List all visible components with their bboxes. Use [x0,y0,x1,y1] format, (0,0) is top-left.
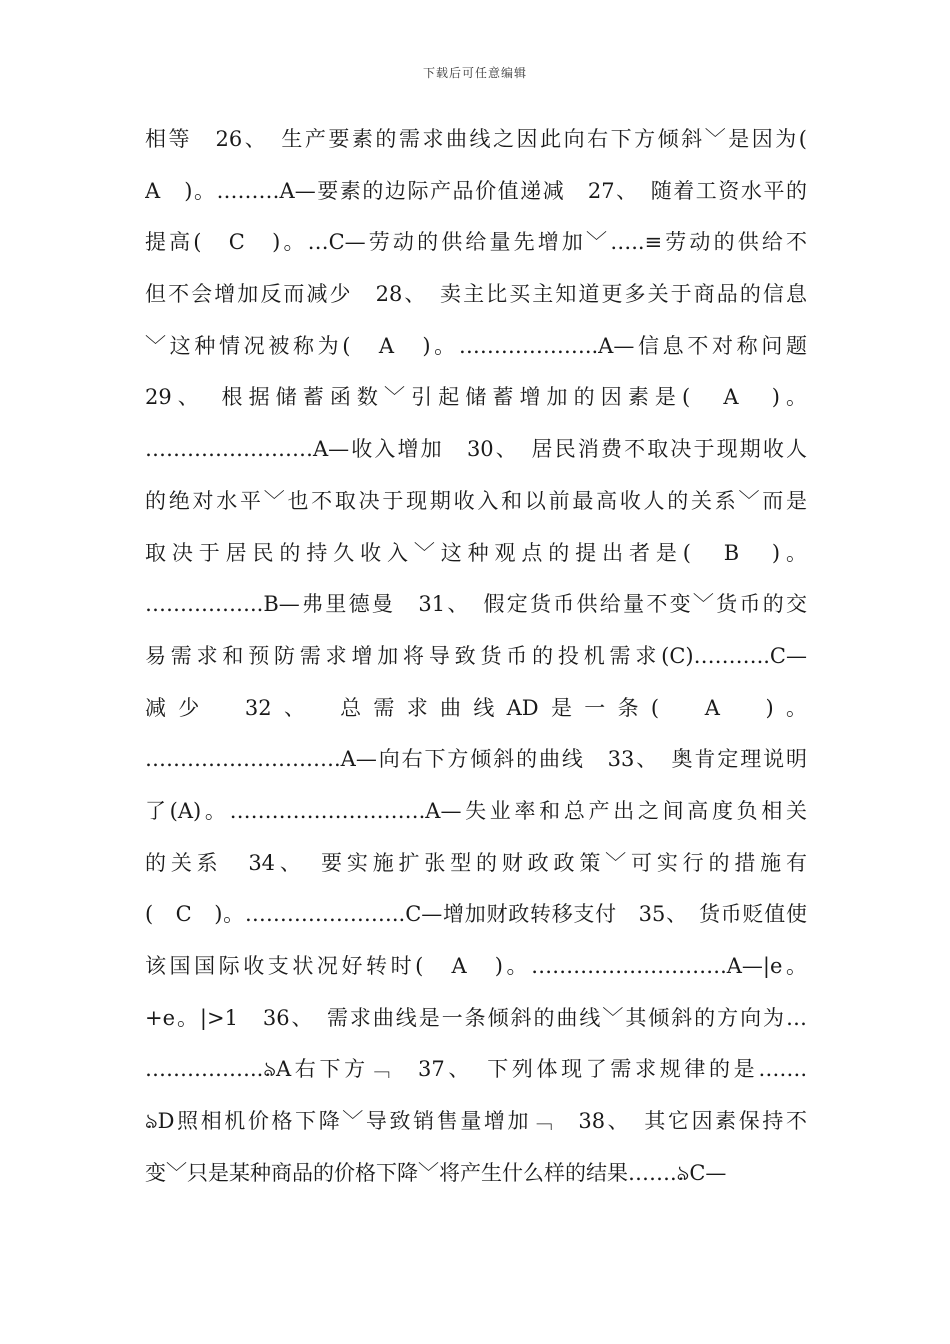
text-line: 取决于居民的持久收入﹀这种观点的提出者是( B )。 [145,540,807,565]
text-line: 变﹀只是某种商品的价格下降﹀将产生什么样的结果…….ঌC— [145,1160,727,1185]
document-body [145,114,807,1199]
text-line: ……………..ঌA右下方﹁ 37、 下列体现了需求规律的是……. [145,1057,807,1082]
text-line: 但不会增加反而减少 28、 卖主比买主知道更多关于商品的信息 [145,282,807,307]
text-line: 相等 26、 生产要素的需求曲线之因此向右下方倾斜﹀是因为( [145,127,807,151]
text-line: 易需求和预防需求增加将导致货币的投机需求(C)………..C— [145,643,807,668]
text-line: 29、 根据储蓄函数﹀引起储蓄增加的因素是( A )。 [145,385,807,410]
text-line: 提高( C )。…C—劳动的供给量先增加﹀…..≡劳动的供给不 [145,230,807,255]
text-line: 的绝对水平﹀也不取决于现期收入和以前最高收人的关系﹀而是 [145,488,807,513]
text-line: ঌD照相机价格下降﹀导致销售量增加﹁ 38、 其它因素保持不 [145,1109,807,1134]
text-line: 该国国际收支状况好转时( A )。……………………….A—|e。 [145,954,807,978]
text-line: ……………………A—收入增加 30、 居民消费不取决于现期收人 [145,437,807,462]
text-line: ( C )。…………………..C—增加财政转移支付 35、 货币贬值使 [145,902,807,927]
text-line: 了(A)。……………………….A—失业率和总产出之间高度负相关 [145,798,807,823]
text-line: ……………..B—弗里德曼 31、 假定货币供给量不变﹀货币的交 [145,592,807,617]
page-header: 下载后可任意编辑 [422,66,527,80]
text-line: ﹀这种情况被称为( A )。………………..A—信息不对称问题 [145,333,807,358]
text-line: 减少 32、 总需求曲线AD是一条( A )。 [145,695,807,720]
text-line: ……………………….A—向右下方倾斜的曲线 33、 奥肯定理说明 [145,747,807,772]
text-line: 的关系 34、 要实施扩张型的财政政策﹀可实行的措施有 [145,850,807,875]
text-line: +e。|>1 36、 需求曲线是一条倾斜的曲线﹀其倾斜的方向为… [145,1005,807,1030]
text-line: A )。………A—要素的边际产品价值递减 27、 随着工资水平的 [145,178,807,203]
